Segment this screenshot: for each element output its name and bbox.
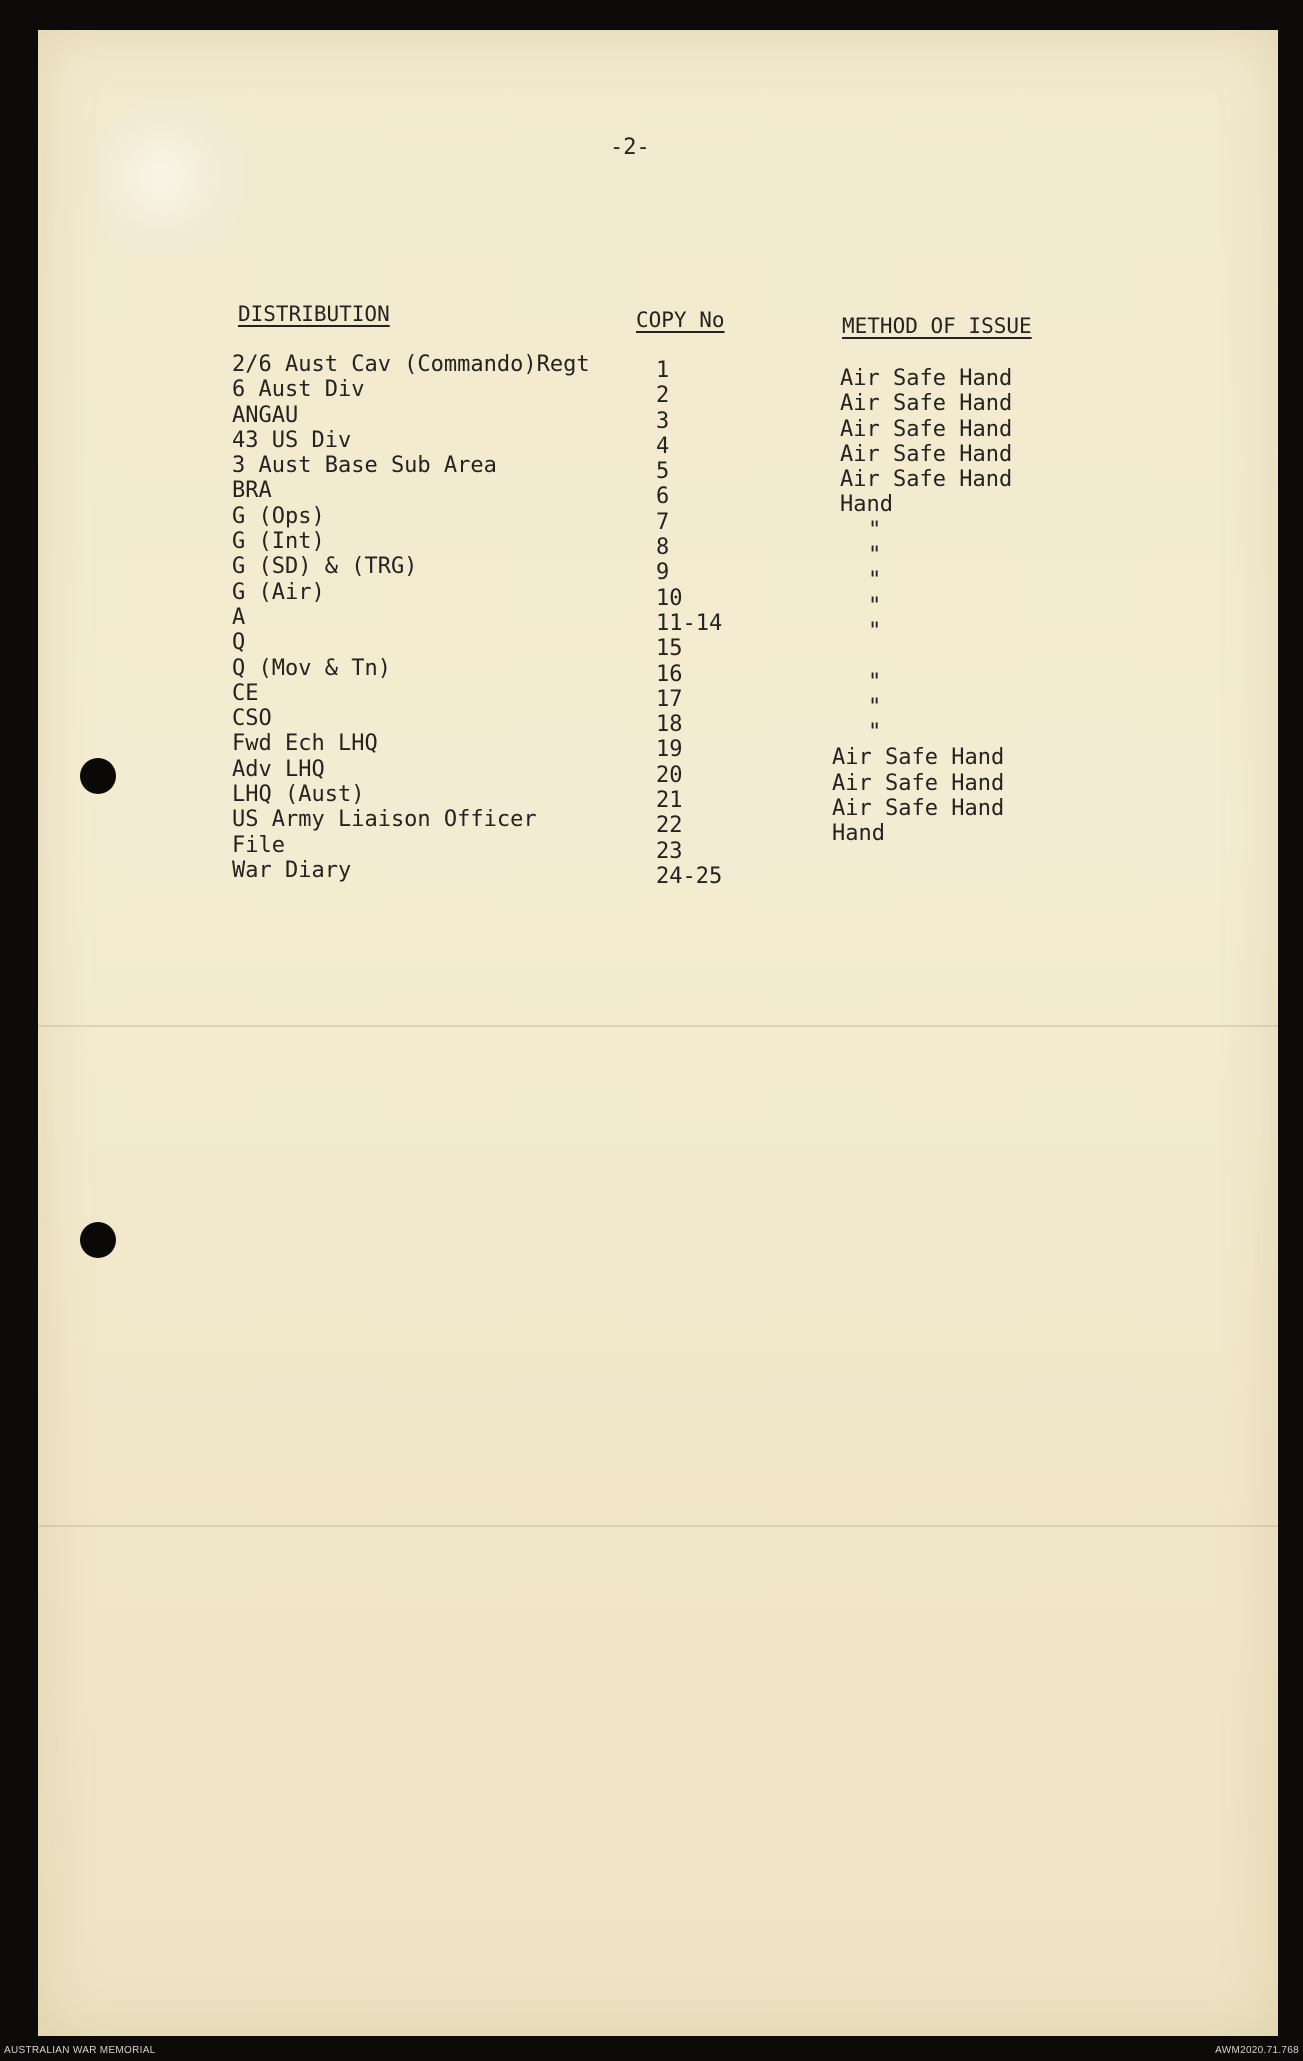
copy-number: 16 [656, 661, 683, 687]
copy-number: 2 [656, 383, 670, 409]
distribution-item: 6 Aust Div [232, 377, 365, 403]
copy-number: 1 [656, 358, 670, 383]
method-ditto: " [868, 568, 882, 594]
header-method-of-issue: METHOD OF ISSUE [842, 314, 1032, 338]
method-item: Air Safe Hand [832, 745, 1005, 771]
copy-number: 18 [656, 712, 683, 738]
method-item: Air Safe Hand [840, 391, 1013, 417]
distribution-item: Q (Mov & Tn) [232, 655, 391, 681]
footer-accession-number: AWM2020.71.768 [1215, 2045, 1299, 2056]
distribution-item: G (Ops) [232, 503, 325, 529]
copy-number: 8 [656, 535, 670, 561]
distribution-item: File [232, 832, 285, 858]
distribution-item: BRA [232, 478, 272, 504]
copy-number: 5 [656, 459, 670, 485]
punch-hole [80, 758, 116, 794]
method-of-issue-column [832, 366, 1013, 847]
copy-number: 24-25 [656, 863, 723, 889]
method-item: Air Safe Hand [840, 441, 1013, 467]
copy-number: 3 [656, 408, 670, 434]
copy-number-column [656, 358, 722, 889]
copy-number: 7 [656, 509, 670, 535]
method-item: Air Safe Hand [832, 770, 1005, 796]
method-ditto-faded: " [868, 720, 884, 746]
distribution-item: G (Int) [232, 529, 325, 555]
copy-number: 22 [656, 813, 683, 839]
header-copy-no: COPY No [636, 308, 725, 332]
copy-number: 21 [656, 788, 683, 814]
copy-number: 17 [656, 686, 683, 712]
method-item: Hand [840, 492, 893, 518]
page-number: -2- [610, 135, 650, 160]
page-fold [38, 1525, 1278, 1527]
footer-source: AUSTRALIAN WAR MEMORIAL [4, 2045, 156, 2056]
distribution-item: CSO [232, 706, 272, 732]
distribution-item: CE [232, 680, 259, 706]
method-ditto-faded: " [868, 669, 884, 695]
copy-number: 4 [656, 433, 670, 459]
method-ditto: " [868, 517, 882, 543]
copy-number: 23 [656, 838, 683, 864]
header-distribution: DISTRIBUTION [238, 302, 390, 326]
distribution-item: 2/6 Aust Cav (Commando)Regt [232, 352, 590, 377]
copy-number: 6 [656, 484, 670, 510]
distribution-item: US Army Liaison Officer [232, 807, 537, 833]
copy-number: 10 [656, 585, 683, 611]
punch-hole [80, 1222, 116, 1258]
copy-number: 19 [656, 737, 683, 763]
copy-number: 9 [656, 560, 670, 586]
method-item-blank [840, 644, 1012, 669]
distribution-item: Fwd Ech LHQ [232, 731, 378, 757]
method-item: Air Safe Hand [832, 796, 1005, 822]
copy-number: 20 [656, 762, 683, 788]
method-ditto: " [868, 618, 882, 644]
method-item: Air Safe Hand [840, 467, 1013, 493]
distribution-item: ANGAU [232, 402, 299, 428]
distribution-item: 43 US Div [232, 427, 352, 453]
method-item: Air Safe Hand [840, 416, 1013, 442]
distribution-item: 3 Aust Base Sub Area [232, 453, 497, 479]
distribution-column [232, 352, 590, 883]
copy-number: 15 [656, 636, 683, 662]
method-ditto: " [868, 593, 882, 619]
distribution-item: War Diary [232, 857, 352, 883]
distribution-item: G (Air) [232, 579, 325, 605]
distribution-item: A [232, 604, 246, 630]
page-fold [38, 1025, 1278, 1027]
paper-stain [98, 100, 258, 270]
method-ditto: " [868, 543, 882, 569]
method-ditto-faded: " [868, 694, 884, 720]
method-item: Air Safe Hand [840, 366, 1013, 391]
distribution-item: Q [232, 630, 246, 656]
document-page [38, 30, 1278, 2036]
distribution-item: LHQ (Aust) [232, 782, 365, 808]
method-item: Hand [832, 821, 885, 847]
distribution-item: G (SD) & (TRG) [232, 554, 418, 580]
copy-number: 11-14 [656, 610, 723, 636]
distribution-item: Adv LHQ [232, 756, 325, 782]
